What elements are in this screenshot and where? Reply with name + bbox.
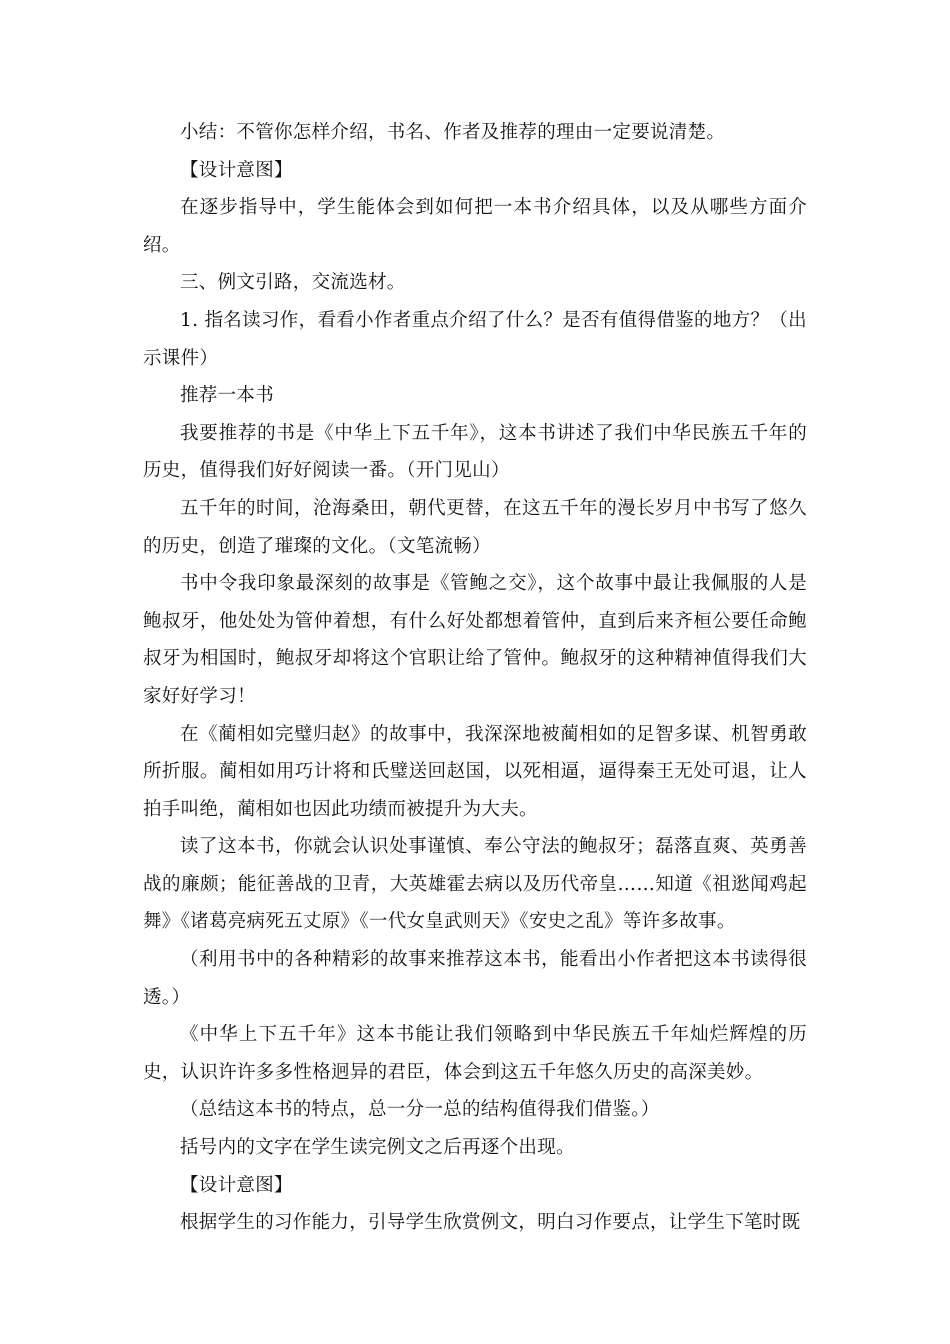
example-paragraph: 五千年的时间，沧海桑田，朝代更替，在这五千年的漫长岁月中书写了悠久的历史，创造了璀璨的文化。（文笔流畅） [143, 497, 807, 557]
example-paragraph: 在《蔺相如完璧归赵》的故事中，我深深地被蔺相如的足智多谋、机智勇敢所折服。蔺相如用巧计将和氏璧送回赵国，以死相逼，逼得秦王无处可退，让人拍手叫绝，蔺相如也因此功绩而被提升为大夫。 [143, 723, 807, 820]
document-body [143, 114, 807, 1242]
design-intent-heading: 【设计意图】 [180, 1174, 293, 1196]
note-paragraph: 括号内的文字在学生读完例文之后再逐个出现。 [180, 1137, 575, 1159]
annotation-paragraph: （总结这本书的特点，总一分一总的结构值得我们借鉴。） [180, 1099, 660, 1121]
example-paragraph: 书中令我印象最深刻的故事是《管鲍之交》，这个故事中最让我佩服的人是鲍叔牙，他处处为管仲着想，有什么好处都想着管仲，直到后来齐桓公要任命鲍叔牙为相国时，鲍叔牙却将这个官职让给了管仲。鲍叔牙的这种精神值得我们大家好好学习！ [143, 573, 807, 707]
example-title: 推荐一本书 [180, 385, 275, 407]
example-paragraph: 读了这本书，你就会认识处事谨慎、奉公守法的鲍叔牙；磊落直爽、英勇善战的廉颇；能征善战的卫青，大英雄霍去病以及历代帝皇……知道《祖逖闻鸡起舞》《诸葛亮病死五丈原》《一代女皇武则天》《安史之乱》等许多故事。 [143, 836, 807, 933]
example-paragraph: 我要推荐的书是《中华上下五千年》，这本书讲述了我们中华民族五千年的历史，值得我们好好阅读一番。（开门见山） [143, 422, 807, 482]
design-intent-text: 根据学生的习作能力，引导学生欣赏例文，明白习作要点，让学生下笔时既 [180, 1212, 801, 1234]
example-paragraph: 《中华上下五千年》这本书能让我们领略到中华民族五千年灿烂辉煌的历史，认识许许多多性格迥异的君臣，体会到这五千年悠久历史的高深美妙。 [143, 1024, 807, 1083]
design-intent-heading: 【设计意图】 [180, 159, 293, 181]
instruction-paragraph: 1. 指名读习作，看看小作者重点介绍了什么？是否有值得借鉴的地方？（出示课件） [143, 309, 807, 369]
section-heading-example: 三、例文引路，交流选材。 [180, 272, 406, 294]
annotation-paragraph: （利用书中的各种精彩的故事来推荐这本书，能看出小作者把这本书读得很透。） [143, 949, 807, 1008]
design-intent-text: 在逐步指导中，学生能体会到如何把一本书介绍具体，以及从哪些方面介绍。 [143, 197, 807, 256]
summary-paragraph: 小结：不管你怎样介绍，书名、作者及推荐的理由一定要说清楚。 [180, 122, 726, 143]
